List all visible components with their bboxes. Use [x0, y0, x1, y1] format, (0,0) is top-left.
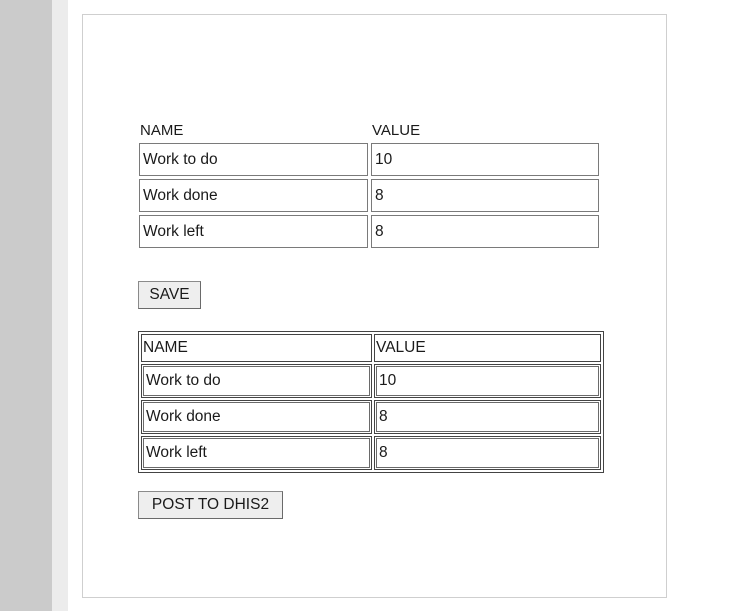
save-button[interactable]: SAVE [138, 281, 201, 309]
input-value-header: VALUE [372, 122, 421, 139]
result-value-cell [374, 364, 601, 398]
work-done-value-field[interactable]: 8 [371, 179, 599, 212]
result-work-done-value[interactable]: 8 [376, 402, 599, 432]
result-name-cell [141, 436, 372, 470]
input-value-cell [371, 143, 599, 176]
result-value-header: VALUE [374, 334, 601, 362]
result-table-row [141, 364, 601, 398]
result-work-left-name[interactable]: Work left [143, 438, 370, 468]
work-to-do-name-field[interactable]: Work to do [139, 143, 368, 176]
result-value-cell [374, 436, 601, 470]
input-table-row [139, 215, 599, 248]
result-name-cell [141, 364, 372, 398]
result-work-done-name[interactable]: Work done [143, 402, 370, 432]
result-work-to-do-value[interactable]: 10 [376, 366, 599, 396]
work-left-value-field[interactable]: 8 [371, 215, 599, 248]
input-value-cell [371, 215, 599, 248]
result-table [138, 331, 604, 473]
content-panel [82, 14, 667, 598]
input-table-row [139, 179, 599, 212]
result-table-row [141, 400, 601, 434]
result-work-to-do-name[interactable]: Work to do [143, 366, 370, 396]
sidebar-edge-strip [52, 0, 68, 611]
input-name-cell [139, 143, 368, 176]
result-value-cell [374, 400, 601, 434]
input-name-cell [139, 179, 368, 212]
left-sidebar-bar [0, 0, 52, 611]
post-to-dhis2-button[interactable]: POST TO DHIS2 [138, 491, 283, 519]
input-name-cell [139, 215, 368, 248]
result-name-cell [141, 400, 372, 434]
input-name-header: NAME [140, 122, 184, 139]
work-left-name-field[interactable]: Work left [139, 215, 368, 248]
input-table-row [139, 143, 599, 176]
input-value-cell [371, 179, 599, 212]
input-table [136, 118, 602, 251]
result-name-header: NAME [141, 334, 372, 362]
result-table-row [141, 436, 601, 470]
input-table-header-row [139, 121, 599, 140]
work-done-name-field[interactable]: Work done [139, 179, 368, 212]
work-to-do-value-field[interactable]: 10 [371, 143, 599, 176]
result-table-header-row [141, 334, 601, 362]
result-work-left-value[interactable]: 8 [376, 438, 599, 468]
